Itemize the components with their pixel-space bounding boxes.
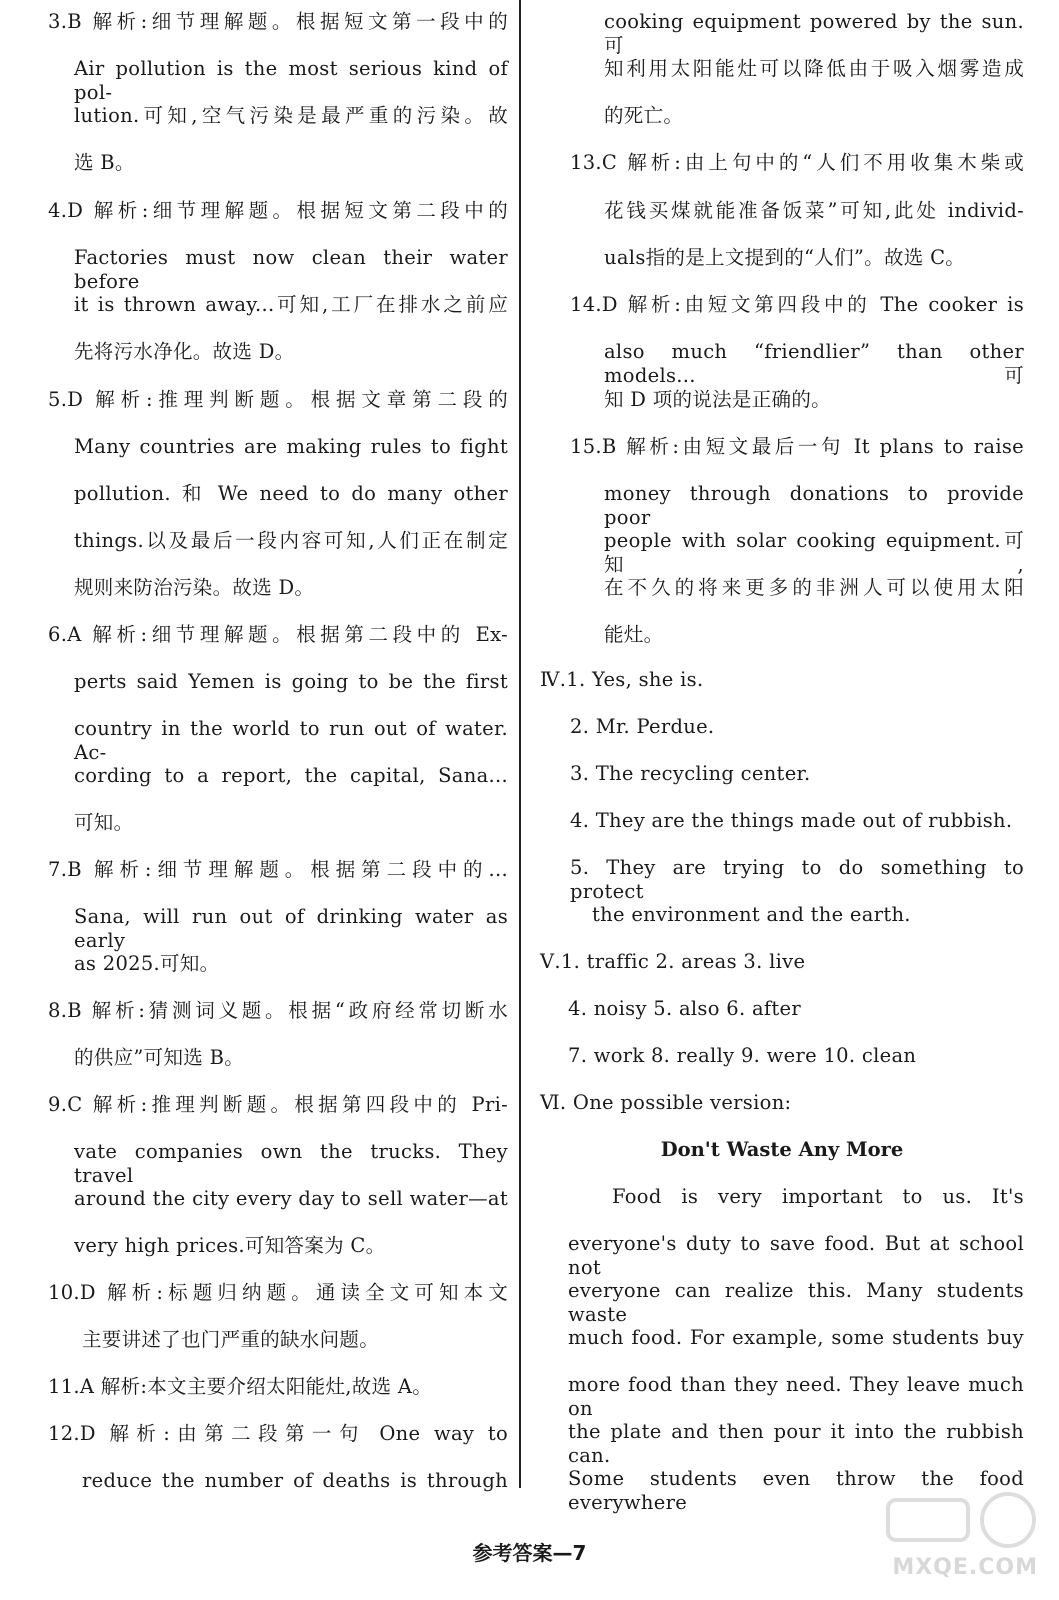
essay-title: Don't Waste Any More	[660, 1138, 904, 1161]
text-line: cooking equipment powered by the sun.可	[604, 10, 1024, 57]
text-line: 14.D 解析:由短文第四段中的 The cooker is	[570, 293, 1024, 316]
text-line: 3. The recycling center.	[570, 762, 811, 785]
watermark-logo	[858, 1490, 1038, 1590]
text-line: much food. For example, some students buy	[568, 1326, 1024, 1349]
text-line: as 2025.可知。	[74, 952, 220, 975]
text-line: 2. Mr. Perdue.	[570, 715, 715, 738]
text-line: country in the world to run out of water. Ac-	[74, 717, 508, 764]
text-line: things.以及最后一段内容可知,人们正在制定	[74, 529, 508, 552]
text-line: it is thrown away...可知,工厂在排水之前应	[74, 293, 508, 316]
text-line: reduce the number of deaths is through	[82, 1469, 508, 1492]
text-line: 规则来防治污染。故选 D。	[74, 576, 315, 599]
text-line: Ⅴ.1. traffic 2. areas 3. live	[540, 950, 806, 973]
text-line: uals指的是上文提到的“人们”。故选 C。	[604, 246, 966, 269]
text-line: 13.C 解析:由上句中的“人们不用收集木柴或	[570, 151, 1024, 174]
text-line: 知利用太阳能灶可以降低由于吸入烟雾造成	[604, 57, 1024, 80]
text-line: 12.D 解析:由第二段第一句 One way to	[48, 1422, 508, 1445]
text-line: 15.B 解析:由短文最后一句 It plans to raise	[570, 435, 1024, 458]
text-line: Ⅵ. One possible version:	[540, 1091, 792, 1114]
text-line: perts said Yemen is going to be the first	[74, 670, 508, 693]
text-line: Air pollution is the most serious kind of pol-	[74, 57, 508, 104]
text-line: everyone can realize this. Many students waste	[568, 1279, 1024, 1326]
text-line: the environment and the earth.	[592, 903, 911, 926]
text-line: 知 D 项的说法是正确的。	[604, 388, 831, 411]
watermark-text: MXQE.COM	[892, 1555, 1038, 1580]
text-line: very high prices.可知答案为 C。	[74, 1234, 386, 1257]
text-line: 花钱买煤就能准备饭菜”可知,此处 individ-	[604, 199, 1024, 222]
text-line: 7.B 解析:细节理解题。根据第二段中的...	[48, 858, 508, 881]
text-line: 4.D 解析:细节理解题。根据短文第二段中的	[48, 199, 508, 222]
text-line: 在不久的将来更多的非洲人可以使用太阳	[604, 576, 1024, 599]
text-line: 的死亡。	[604, 104, 684, 127]
text-line: 5. They are trying to do something to protect	[570, 856, 1024, 903]
page-footer: 参考答案—7	[472, 1541, 587, 1565]
text-line: more food than they need. They leave much on	[568, 1373, 1024, 1420]
text-line: 主要讲述了也门严重的缺水问题。	[82, 1328, 380, 1351]
text-line: 7. work 8. really 9. were 10. clean	[568, 1044, 917, 1067]
text-line: 4. They are the things made out of rubbish.	[570, 809, 1013, 832]
text-line: 3.B 解析:细节理解题。根据短文第一段中的	[48, 10, 508, 33]
text-line: 8.B 解析:猜测词义题。根据“政府经常切断水	[48, 999, 508, 1022]
text-line: 4. noisy 5. also 6. after	[568, 997, 802, 1020]
text-line: the plate and then pour it into the rubbish can.	[568, 1420, 1024, 1467]
text-line: cording to a report, the capital, Sana...	[74, 764, 508, 787]
text-line: also much “friendlier” than other models...可	[604, 340, 1024, 387]
column-divider	[519, 0, 521, 1488]
text-line: Sana, will run out of drinking water as early	[74, 905, 508, 952]
text-line: around the city every day to sell water—at	[74, 1187, 508, 1210]
watermark-emblem-icon	[858, 1490, 1038, 1560]
text-line: 的供应”可知选 B。	[74, 1046, 244, 1069]
text-line: money through donations to provide poor	[604, 482, 1024, 529]
text-line: 11.A 解析:本文主要介绍太阳能灶,故选 A。	[48, 1375, 433, 1398]
text-line: people with solar cooking equipment.可知,	[604, 529, 1024, 576]
text-line: Food is very important to us. It's	[612, 1185, 1024, 1208]
text-line: Some students even throw the food everywhere	[568, 1467, 1024, 1514]
text-line: 能灶。	[604, 623, 664, 646]
text-line: pollution. 和 We need to do many other	[74, 482, 508, 505]
text-line: 5.D 解析:推理判断题。根据文章第二段的	[48, 388, 508, 411]
text-line: vate companies own the trucks. They travel	[74, 1140, 508, 1187]
text-line: everyone's duty to save food. But at school not	[568, 1232, 1024, 1279]
text-line: 10.D 解析:标题归纳题。通读全文可知本文	[48, 1281, 508, 1304]
text-line: 9.C 解析:推理判断题。根据第四段中的 Pri-	[48, 1093, 508, 1116]
text-line: 选 B。	[74, 151, 135, 174]
text-line: lution.可知,空气污染是最严重的污染。故	[74, 104, 508, 127]
text-line: Factories must now clean their water before	[74, 246, 508, 293]
text-line: 可知。	[74, 811, 134, 834]
text-line: 6.A 解析:细节理解题。根据第二段中的 Ex-	[48, 623, 508, 646]
text-line: 先将污水净化。故选 D。	[74, 340, 295, 363]
text-line: Ⅳ.1. Yes, she is.	[540, 668, 704, 691]
text-line: Many countries are making rules to fight	[74, 435, 508, 458]
